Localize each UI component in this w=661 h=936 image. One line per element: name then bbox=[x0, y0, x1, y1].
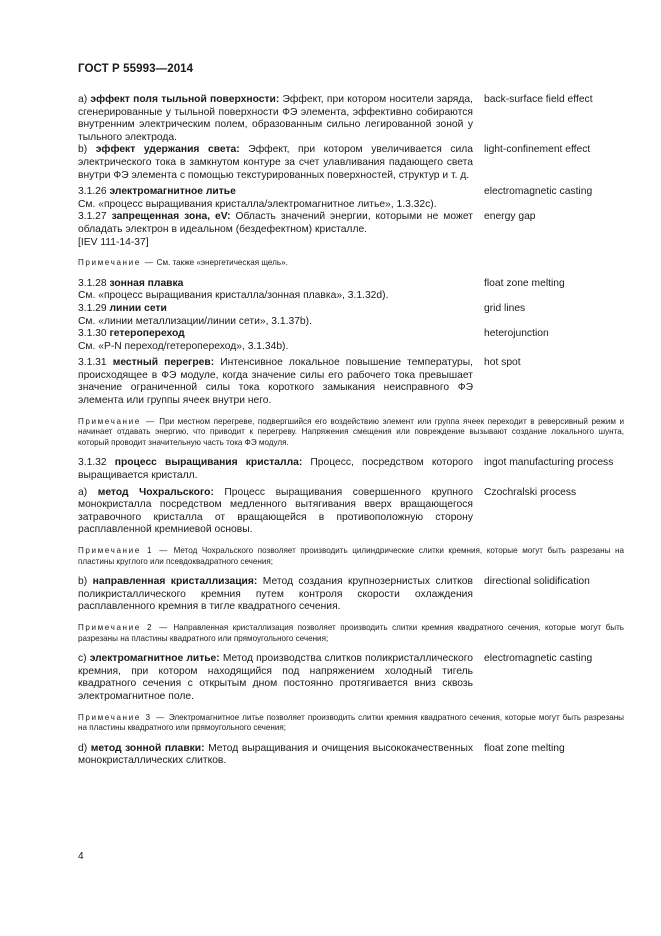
term-english: energy gap bbox=[484, 211, 536, 223]
term-entry bbox=[78, 186, 624, 211]
term-english: electromagnetic casting bbox=[484, 186, 593, 198]
term-name: электромагнитное литье: bbox=[89, 653, 220, 665]
term-definition-ru bbox=[78, 653, 473, 703]
term-entry bbox=[78, 457, 624, 482]
term-name: направленная кристаллизация: bbox=[92, 576, 258, 588]
term-name: электромагнитное литье bbox=[109, 186, 236, 198]
term-number: 3.1.27 bbox=[78, 211, 112, 223]
page-number: 4 bbox=[78, 851, 84, 862]
term-english: grid lines bbox=[484, 302, 526, 314]
term-number: b) bbox=[78, 144, 96, 156]
term-text: См. «линии металлизации/линии сети», 3.1.37b). bbox=[78, 315, 312, 327]
note-label: Примечание 1 — bbox=[78, 546, 169, 555]
note-text: Направленная кристаллизация позволяет производить слитки кремния квадратного сечения, которые могут быть разрезаны на пластины квадратного или прямоугольного сечения; bbox=[78, 622, 624, 643]
term-english: ingot manufacturing process bbox=[484, 457, 614, 469]
note-label: Примечание — bbox=[78, 258, 155, 268]
term-english: Czochralski process bbox=[484, 486, 577, 498]
term-definition-ru bbox=[78, 186, 473, 211]
term-english: electromagnetic casting bbox=[484, 653, 593, 665]
term-definition-ru bbox=[78, 328, 473, 353]
term-english: hot spot bbox=[484, 357, 521, 369]
term-entry bbox=[78, 653, 624, 703]
term-name: местный перегрев: bbox=[112, 357, 215, 369]
term-number: a) bbox=[78, 94, 91, 105]
term-entry bbox=[78, 576, 624, 614]
term-name: метод Чохральского: bbox=[97, 486, 214, 498]
note-text: При местном перегреве, подвергшийся его воздействию элемент или группа ячеек переходит в реверсивный режим и начинает отдавать энергию, что приводит к перегреву. Напряжения смещения или повреждение вызывают создание локального шунта, который проводит значительную часть тока ФЭ модуля. bbox=[78, 416, 625, 447]
term-text: См. «P-N переход/гетеропереход», 3.1.34b). bbox=[78, 340, 289, 352]
term-number: c) bbox=[78, 653, 90, 665]
term-text: Интенсивное локальное повышение температуры, происходящее в ФЭ модуле, когда значение силы его рабочего тока превышает значение ограниченной силы тока короткого замыкания неисправного ФЭ элемента или группы ячеек внутри него. bbox=[78, 357, 473, 407]
note bbox=[78, 417, 624, 449]
term-entry bbox=[78, 357, 624, 407]
term-definition-ru bbox=[78, 144, 473, 182]
term-entry bbox=[78, 743, 624, 768]
term-number: 3.1.29 bbox=[78, 302, 110, 314]
term-number: 3.1.26 bbox=[78, 186, 110, 198]
term-english: directional solidification bbox=[484, 576, 590, 588]
term-definition-ru bbox=[78, 278, 473, 303]
term-text: См. «процесс выращивания кристалла/электромагнитное литье», 1.3.32с). bbox=[78, 198, 437, 210]
term-definition-ru bbox=[78, 211, 473, 249]
term-name: эффект поля тыльной поверхности: bbox=[90, 94, 280, 105]
term-entry bbox=[78, 487, 624, 537]
note-label: Примечание 3 — bbox=[78, 712, 166, 722]
note bbox=[78, 713, 624, 734]
term-definition-ru bbox=[78, 457, 473, 482]
term-number: 3.1.30 bbox=[78, 328, 110, 340]
term-definition-ru bbox=[78, 743, 473, 768]
note bbox=[78, 258, 624, 269]
term-name: метод зонной плавки: bbox=[90, 742, 205, 754]
term-number: 3.1.31 bbox=[78, 357, 113, 369]
term-name: гетеропереход bbox=[109, 328, 185, 340]
term-english: float zone melting bbox=[484, 277, 565, 289]
term-number: d) bbox=[78, 742, 91, 754]
note-text: Электромагнитное литье позволяет производить слитки кремния квадратного сечения, которые могут быть разрезаны на пластины квадратного или прямоугольного сечения; bbox=[78, 712, 624, 733]
term-number: 3.1.32 bbox=[78, 457, 115, 469]
term-definition-ru bbox=[78, 303, 473, 328]
term-number: b) bbox=[78, 576, 93, 588]
term-entry bbox=[78, 328, 624, 353]
term-entry bbox=[78, 303, 624, 328]
term-definition-ru bbox=[78, 487, 473, 537]
term-source-reference: [IEV 111-14-37] bbox=[78, 236, 149, 248]
term-entry bbox=[78, 211, 624, 249]
term-number: a) bbox=[78, 486, 98, 498]
term-name: процесс выращивания кристалла: bbox=[114, 457, 303, 469]
term-definition-ru bbox=[78, 576, 473, 614]
note-text: Метод Чохральского позволяет производить цилиндрические слитки кремния, которые могут быть разрезаны на пластины круглого или псевдоквадратного сечения; bbox=[78, 546, 624, 566]
term-text: Метод выращивания и очищения высококачественных монокристаллических слитков. bbox=[78, 742, 473, 767]
document-header: ГОСТ Р 55993—2014 bbox=[78, 63, 194, 75]
term-entry bbox=[78, 144, 624, 182]
term-entry bbox=[78, 278, 624, 303]
term-text: Метод создания крупнозернистых слитков поликристаллического кремния путем контроля скорости охлаждения расплавленного кремния в тигле квадратного сечения. bbox=[78, 576, 473, 613]
term-definition-ru bbox=[78, 357, 473, 407]
note bbox=[78, 623, 624, 644]
note-text: См. также «энергетическая щель». bbox=[154, 258, 288, 268]
term-english: back-surface field effect bbox=[484, 94, 593, 105]
term-text: См. «процесс выращивания кристалла/зонная плавка», 3.1.32d). bbox=[78, 290, 389, 302]
term-english: heterojunction bbox=[484, 328, 549, 340]
term-text: Процесс выращивания совершенного крупного монокристалла посредством медленного вытягивания вверх вращающегося затравочного кристалла от вращающейся в противоположную сторону расплавленной кремниевой основы. bbox=[78, 486, 473, 536]
term-name: зонная плавка bbox=[109, 277, 184, 289]
document-body bbox=[78, 94, 624, 768]
term-text: Процесс, посредством которого выращивается кристалл. bbox=[78, 457, 473, 482]
term-name: запрещенная зона, eV: bbox=[111, 211, 231, 223]
term-number: 3.1.28 bbox=[78, 277, 110, 289]
term-text: Эффект, при котором носители заряда, сгенерированные у тыльной поверхности ФЭ элемента, эффективно собираются внутренним электрическим полем, образованным сильно легированной зоной у тыльного электрода. bbox=[78, 94, 473, 143]
term-text: Эффект, при котором увеличивается сила электрического тока в замкнутом контуре за счет улавливания падающего света внутри ФЭ элемента с помощью текстурированных поверхностей, структур и т. д. bbox=[78, 144, 473, 181]
note-label: Примечание — bbox=[78, 416, 156, 426]
term-name: линии сети bbox=[109, 302, 167, 314]
term-entry bbox=[78, 94, 624, 144]
note bbox=[78, 546, 624, 567]
term-text: Метод производства слитков поликристаллического кремния, при котором находящийся под напряжением холодный тигель квадратного сечения с открытым дном постоянно протягивается вниз сквозь электромагнитное поле. bbox=[78, 653, 473, 702]
term-english: float zone melting bbox=[484, 742, 565, 754]
term-definition-ru bbox=[78, 94, 473, 144]
note-label: Примечание 2 — bbox=[78, 622, 169, 632]
term-text: Область значений энергии, которыми не может обладать электрон в идеальном (бездефектном) кристалле. bbox=[78, 211, 473, 235]
term-name: эффект удержания света: bbox=[95, 144, 240, 156]
term-english: light-confinement effect bbox=[484, 144, 591, 156]
